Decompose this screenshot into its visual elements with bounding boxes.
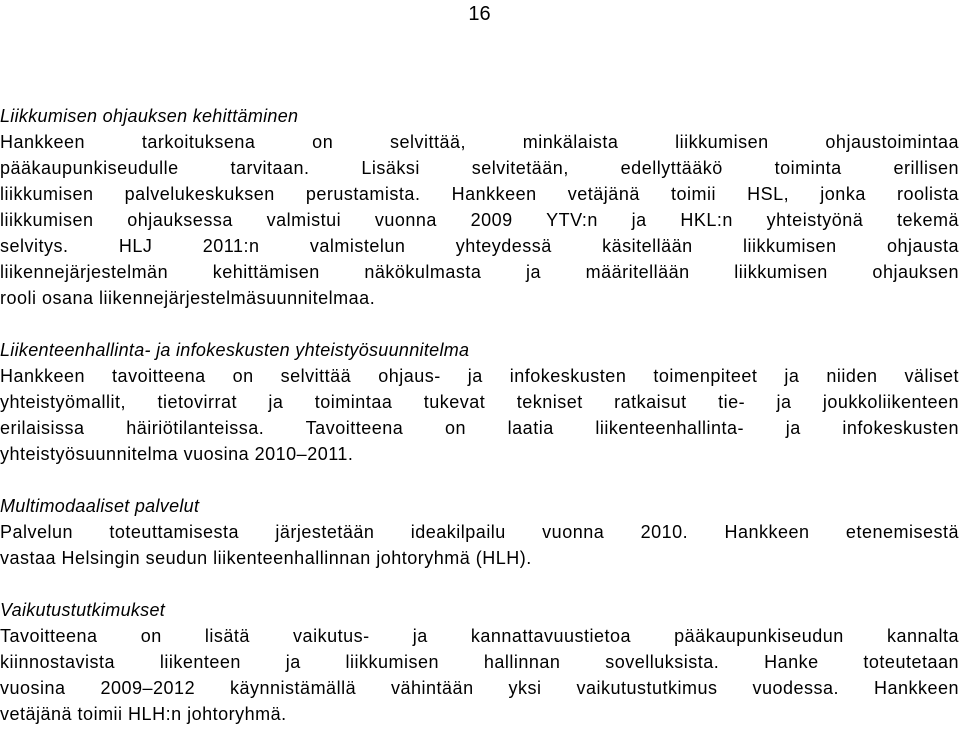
paragraph-line: rooli osana liikennejärjestelmäsuunnitelmaa. bbox=[0, 288, 376, 308]
paragraph-line: vetäjänä toimii HLH:n johtoryhmä. bbox=[0, 704, 287, 724]
paragraph-line: Hankkeen tarkoituksena on selvittää, minkälaista liikkumisen ohjaustoimintaa bbox=[0, 132, 959, 152]
section-heading: Vaikutustutkimukset bbox=[0, 600, 166, 620]
paragraph-line: kiinnostavista liikenteen ja liikkumisen hallinnan sovelluksista. Hanke toteutetaan bbox=[0, 652, 959, 672]
section-liikkumisen-ohjaus bbox=[0, 103, 959, 311]
section-liikenteenhallinta bbox=[0, 337, 959, 467]
section-multimodaaliset-palvelut bbox=[0, 493, 959, 571]
paragraph-line: liikkumisen palvelukeskuksen perustamista. Hankkeen vetäjänä toimii HSL, jonka roolista bbox=[0, 184, 959, 204]
page-number: 16 bbox=[468, 3, 491, 25]
paragraph-line: Tavoitteena on lisätä vaikutus- ja kannattavuustietoa pääkaupunkiseudun kannalta bbox=[0, 626, 959, 646]
section-heading: Liikkumisen ohjauksen kehittäminen bbox=[0, 106, 299, 126]
section-heading: Liikenteenhallinta- ja infokeskusten yhteistyösuunnitelma bbox=[0, 340, 470, 360]
section-heading: Multimodaaliset palvelut bbox=[0, 496, 200, 516]
paragraph-line: selvitys. HLJ 2011:n valmistelun yhteydessä käsitellään liikkumisen ohjausta bbox=[0, 236, 959, 256]
section-vaikutustutkimukset bbox=[0, 597, 959, 727]
paragraph-line: vuosina 2009–2012 käynnistämällä vähintään yksi vaikutustutkimus vuodessa. Hankkeen bbox=[0, 678, 959, 698]
paragraph-line: liikennejärjestelmän kehittämisen näkökulmasta ja määritellään liikkumisen ohjauksen bbox=[0, 262, 959, 282]
paragraph-line: Palvelun toteuttamisesta järjestetään ideakilpailu vuonna 2010. Hankkeen etenemisestä bbox=[0, 522, 959, 542]
paragraph-line: erilaisissa häiriötilanteissa. Tavoitteena on laatia liikenteenhallinta- ja infokeskusten bbox=[0, 418, 959, 438]
paragraph-line: yhteistyösuunnitelma vuosina 2010–2011. bbox=[0, 444, 354, 464]
paragraph-line: pääkaupunkiseudulle tarvitaan. Lisäksi selvitetään, edellyttääkö toiminta erillisen bbox=[0, 158, 959, 178]
paragraph-line: Hankkeen tavoitteena on selvittää ohjaus- ja infokeskusten toimenpiteet ja niiden väliset bbox=[0, 366, 959, 386]
paragraph-line: vastaa Helsingin seudun liikenteenhallinnan johtoryhmä (HLH). bbox=[0, 548, 532, 568]
document-body bbox=[0, 103, 959, 727]
paragraph-line: yhteistyömallit, tietovirrat ja toimintaa tukevat tekniset ratkaisut tie- ja joukkoliikenteen bbox=[0, 392, 959, 412]
paragraph-line: liikkumisen ohjauksessa valmistui vuonna 2009 YTV:n ja HKL:n yhteistyönä tekemä bbox=[0, 210, 959, 230]
